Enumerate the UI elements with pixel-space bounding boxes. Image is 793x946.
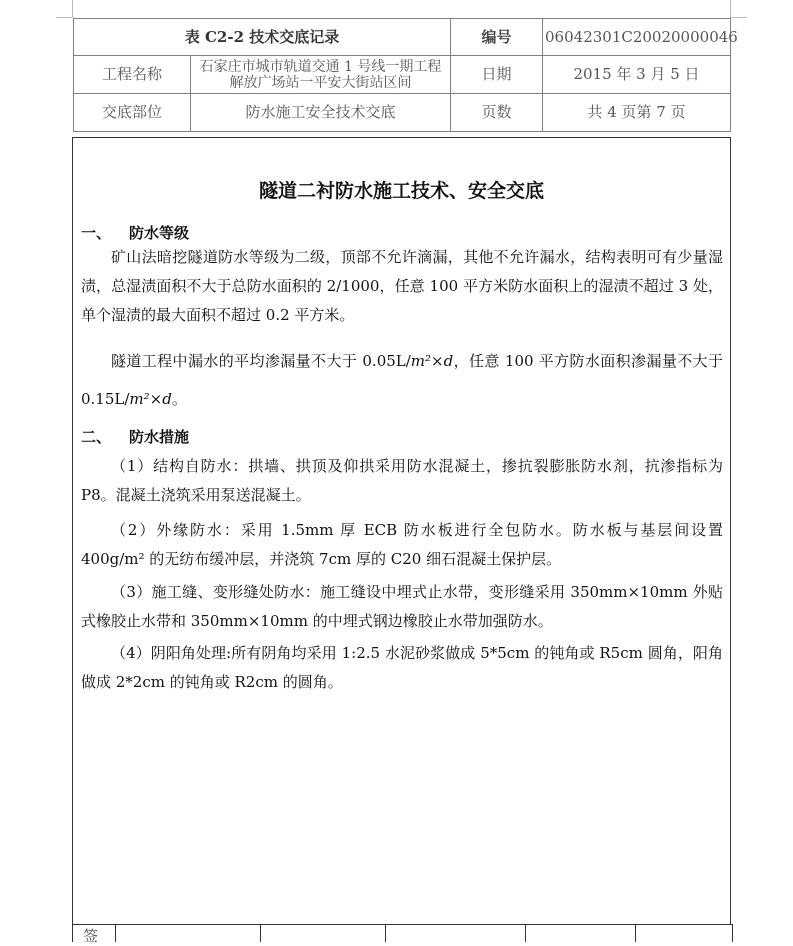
- number-label: 编号: [451, 19, 543, 56]
- section-title: 防水措施: [129, 428, 190, 446]
- section-heading: [81, 426, 189, 447]
- signature-cell-divider: [385, 925, 386, 942]
- signature-cell-divider: [635, 925, 636, 942]
- measure-item: （3）施工缝、变形缝处防水：施工缝设中埋式止水带，变形缝采用 350mm×10mm 外贴式橡胶止水带和 350mm×10mm 的中埋式钢边橡胶止水带加强防水。: [81, 583, 723, 630]
- number-value: 06042301C20020000046: [543, 19, 731, 56]
- page-corner-mark: [730, 0, 731, 17]
- signature-cell-divider: [115, 925, 116, 942]
- date-label: 日期: [451, 56, 543, 94]
- page-corner-mark: [72, 0, 73, 17]
- part-value: 防水施工安全技术交底: [191, 94, 451, 132]
- section-number: 一、: [81, 224, 112, 242]
- unit-formula: m²×d: [410, 352, 454, 370]
- signature-cell-divider: [260, 925, 261, 942]
- sign-label: 签: [83, 927, 99, 945]
- part-label: 交底部位: [74, 94, 191, 132]
- section-number: 二、: [81, 428, 112, 446]
- section-title: 防水等级: [129, 224, 190, 242]
- project-name: [191, 56, 451, 94]
- unit-formula: m²×d: [129, 390, 172, 408]
- project-line2: 解放广场站一平安大街站区间: [229, 74, 412, 91]
- record-header-table: [73, 18, 738, 132]
- leakage-text-b: ，任意 100 平方防水面积渗漏量不大于 0.15L/: [81, 352, 723, 408]
- project-label: 工程名称: [74, 56, 191, 94]
- project-line1: 石家庄市城市轨道交通 1 号线一期工程: [199, 58, 442, 75]
- pages-label: 页数: [451, 94, 543, 132]
- disclosure-content-box: [72, 137, 731, 925]
- signature-row: [72, 924, 733, 945]
- date-value: 2015 年 3 月 5 日: [543, 56, 731, 94]
- section-heading: [81, 222, 189, 243]
- page-corner-mark: [56, 17, 73, 18]
- measure-item: （1）结构自防水：拱墙、拱顶及仰拱采用防水混凝土，掺抗裂膨胀防水剂，抗渗指标为 P8。混凝土浇筑采用泵送混凝土。: [81, 457, 723, 504]
- leakage-text-a: 隧道工程中漏水的平均渗漏量不大于 0.05L/: [111, 352, 411, 370]
- pages-value: 共 4 页第 7 页: [543, 94, 731, 132]
- signature-cell-divider: [525, 925, 526, 942]
- leakage-text-c: 。: [171, 390, 187, 408]
- measure-item: （4）阴阳角处理:所有阴角均采用 1:2.5 水泥砂浆做成 5*5cm 的钝角或 R5cm 圆角，阳角做成 2*2cm 的钝角或 R2cm 的圆角。: [81, 644, 723, 691]
- measure-item: （2）外缘防水：采用 1.5mm 厚 ECB 防水板进行全包防水。防水板与基层间设置 400g/m² 的无纺布缓冲层，并浇筑 7cm 厚的 C20 细石混凝土保护层。: [81, 521, 723, 568]
- page-corner-mark: [730, 17, 747, 18]
- table-label: 表 C2-2 技术交底记录: [74, 19, 451, 56]
- paragraph-leakage: [81, 342, 723, 418]
- paragraph-waterproof-grade: 矿山法暗挖隧道防水等级为二级，顶部不允许滴漏，其他不允许漏水，结构表明可有少量湿渍，总湿渍面积不大于总防水面积的 2/1000，任意 100 平方米防水面积上的湿渍不超过 3 处，单个湿渍的最大面积不超过 0.2 平方米。: [81, 248, 723, 324]
- document-title: 隧道二衬防水施工技术、安全交底: [258, 180, 544, 202]
